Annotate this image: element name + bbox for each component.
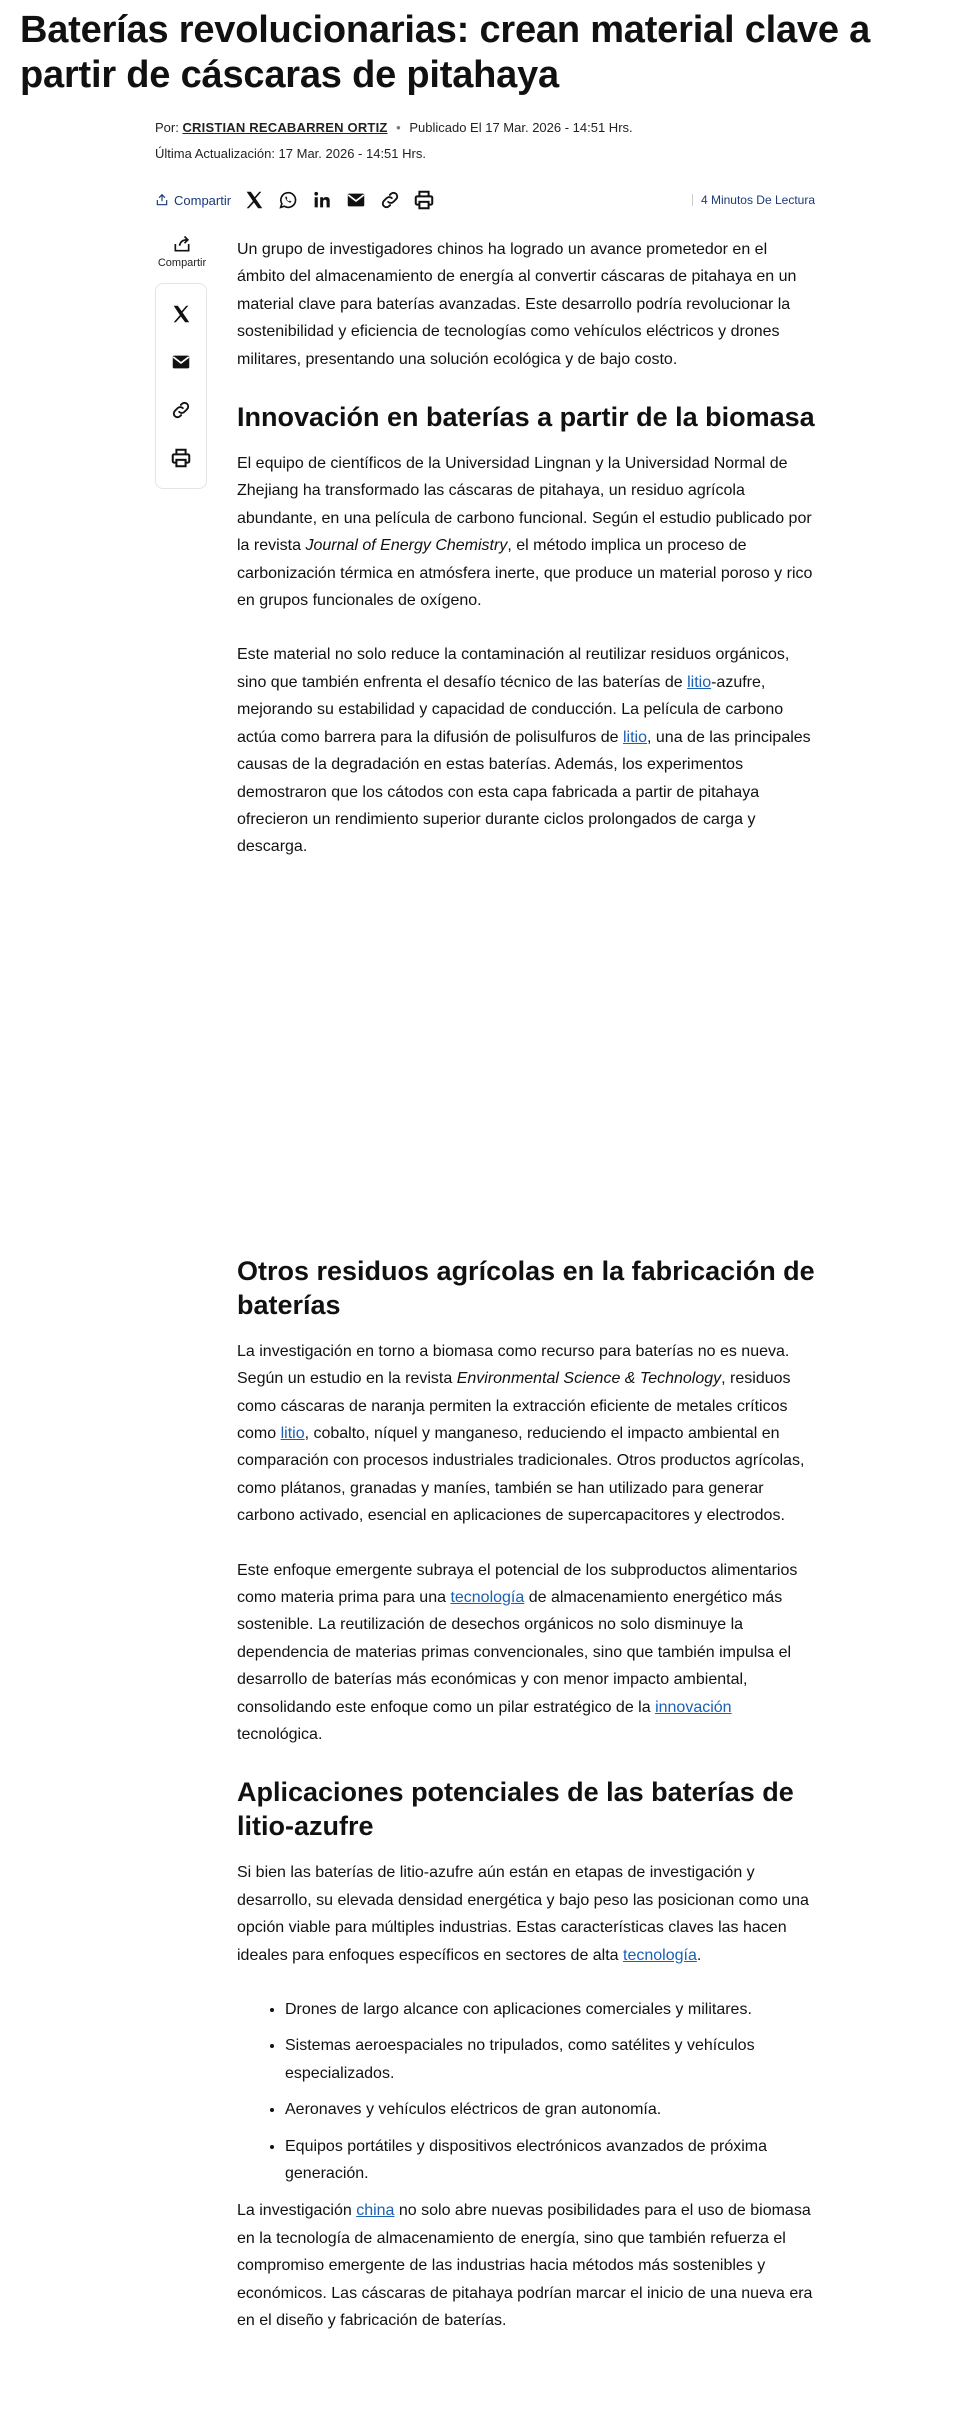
section-heading-aplicaciones: Aplicaciones potenciales de las baterías de litio-azufre: [237, 1777, 794, 1842]
paragraph-lingnan: El equipo de científicos de la Universidad Lingnan y la Universidad Normal de Zhejiang ha transformado las cáscaras de pitahaya, un residuo agrícola abundante, en una película de carbono funcional. Según el estudio publicado por la revista Journal of Energy Chemistry, el método implica un proceso de carbonización térmica en atmósfera inerte, que produce un material poroso y rico en grupos funcionales de oxígeno.: [237, 455, 813, 610]
read-time-label: 4 Minutos De Lectura: [700, 193, 815, 207]
x-icon: [170, 303, 192, 325]
sidebar-share-label: Compartir: [157, 257, 207, 269]
paragraph-material: Este material no solo reduce la contaminación al reutilizar residuos orgánicos, sino que también enfrenta el desafío técnico de las baterías de litio-azufre, mejorando su estabilidad y capacidad de conducción. La película de carbono actúa como barrera para la difusión de polisulfuros de litio, una de las principales causas de la degradación en estas baterías. Además, los experimentos demostraron que los cátodos con esta capa fabricada a partir de pitahaya ofrecieron un rendimiento superior durante ciclos prolongados de carga y descarga.: [237, 646, 811, 856]
sidebar-link-button[interactable]: [164, 386, 198, 434]
link-tecnologia[interactable]: tecnología: [450, 1588, 525, 1606]
updated-date: Última Actualización: 17 Mar. 2026 - 14:51 Hrs.: [155, 146, 426, 161]
intro-paragraph: Un grupo de investigadores chinos ha logrado un avance prometedor en el ámbito del almacenamiento de energía al convertir cáscaras de pitahaya en un material clave para baterías avanzadas. Este desarrollo podría revolucionar la sostenibilidad y eficiencia de tecnologías como vehículos eléctricos y drones militares, presentando una solución ecológica y de bajo costo.: [237, 241, 797, 368]
share-linkedin-button[interactable]: [305, 183, 339, 217]
sticky-share-sidebar: [155, 234, 209, 489]
sidebar-email-button[interactable]: [164, 338, 198, 386]
list-item: • Equipos portátiles y dispositivos electrónicos avanzados de próxima generación.: [285, 2133, 819, 2188]
read-time: [692, 193, 815, 207]
email-icon: [345, 189, 367, 211]
sidebar-share-button[interactable]: [155, 234, 209, 269]
print-icon: [170, 447, 192, 469]
ad-placeholder: [237, 888, 819, 1254]
applications-list: [237, 1996, 819, 2187]
share-icon: [172, 234, 192, 254]
byline-prefix: Por:: [155, 120, 179, 135]
x-icon: [243, 189, 265, 211]
print-button[interactable]: [407, 183, 441, 217]
published-date: Publicado El 17 Mar. 2026 - 14:51 Hrs.: [409, 120, 633, 135]
list-item: • Aeronaves y vehículos eléctricos de gran autonomía.: [285, 2096, 819, 2123]
share-x-button[interactable]: [237, 183, 271, 217]
whatsapp-icon: [277, 189, 299, 211]
link-tecnologia[interactable]: tecnología: [623, 1946, 697, 1964]
article-body: [237, 236, 819, 2362]
share-label: Compartir: [174, 192, 232, 208]
paragraph-enfoque: Este enfoque emergente subraya el potencial de los subproductos alimentarios como materia prima para una tecnología de almacenamiento energético más sostenible. La reutilización de desechos orgánicos no solo disminuye la dependencia de materias primas convencionales, sino que también impulsa el desarrollo de baterías más económicas y con menor impacto ambiental, consolidando este enfoque como un pilar estratégico de la innovación tecnológica.: [237, 1561, 798, 1743]
link-icon: [170, 399, 192, 421]
byline-separator: •: [396, 120, 401, 135]
share-whatsapp-button[interactable]: [271, 183, 305, 217]
copy-link-button[interactable]: [373, 183, 407, 217]
author-link[interactable]: CRISTIAN RECABARREN ORTIZ: [182, 120, 388, 135]
email-icon: [170, 351, 192, 373]
share-button[interactable]: [155, 193, 231, 208]
share-icon: [155, 193, 169, 207]
print-icon: [413, 189, 435, 211]
list-item: • Sistemas aeroespaciales no tripulados, como satélites y vehículos especializados.: [285, 2032, 819, 2087]
linkedin-icon: [311, 189, 333, 211]
section-heading-residuos: Otros residuos agrícolas en la fabricación de baterías: [237, 1255, 815, 1320]
paragraph-aplicaciones: Si bien las baterías de litio-azufre aún están en etapas de investigación y desarrollo, su elevada densidad energética y bajo peso las posicionan como una opción viable para múltiples industrias. Estas características claves las hacen ideales para enfoques específicos en sectores de alta tecnología.: [237, 1864, 809, 1964]
closing-paragraph: La investigación china no solo abre nuevas posibilidades para el uso de biomasa en la tecnología de almacenamiento de energía, sino que también refuerza el compromiso emergente de las industrias hacia métodos más sostenibles y económicos. Las cáscaras de pitahaya podrían marcar el inicio de una nueva era en el diseño y fabricación de baterías.: [237, 2202, 813, 2330]
list-item: • Drones de largo alcance con aplicaciones comerciales y militares.: [285, 1996, 819, 2023]
link-china[interactable]: china: [356, 2202, 395, 2220]
article-title: Baterías revolucionarias: crean material clave a partir de cáscaras de pitahaya: [20, 9, 871, 96]
paragraph-biomasa: La investigación en torno a biomasa como recurso para baterías no es nueva. Según un estudio en la revista Environmental Science & Technology, residuos como cáscaras de naranja permiten la extracción eficiente de metales críticos como litio, cobalto, níquel y manganeso, reduciendo el impacto ambiental en comparación con procesos industriales tradicionales. Otros productos agrícolas, como plátanos, granadas y maníes, también se han utilizado para generar carbono activado, esencial en aplicaciones de supercapacitores y electrodos.: [237, 1342, 805, 1525]
link-litio[interactable]: litio: [280, 1424, 305, 1442]
share-email-button[interactable]: [339, 183, 373, 217]
sidebar-x-button[interactable]: [164, 290, 198, 338]
sidebar-print-button[interactable]: [164, 434, 198, 482]
link-innovacion[interactable]: innovación: [655, 1698, 732, 1716]
section-heading-biomasa: Innovación en baterías a partir de la biomasa: [237, 402, 815, 433]
read-time-divider: [692, 194, 693, 206]
link-litio[interactable]: litio: [623, 728, 648, 746]
sidebar-share-box: [155, 283, 207, 489]
link-litio[interactable]: litio: [687, 673, 712, 691]
byline: [155, 120, 633, 135]
link-icon: [379, 189, 401, 211]
share-bar: [155, 183, 815, 217]
